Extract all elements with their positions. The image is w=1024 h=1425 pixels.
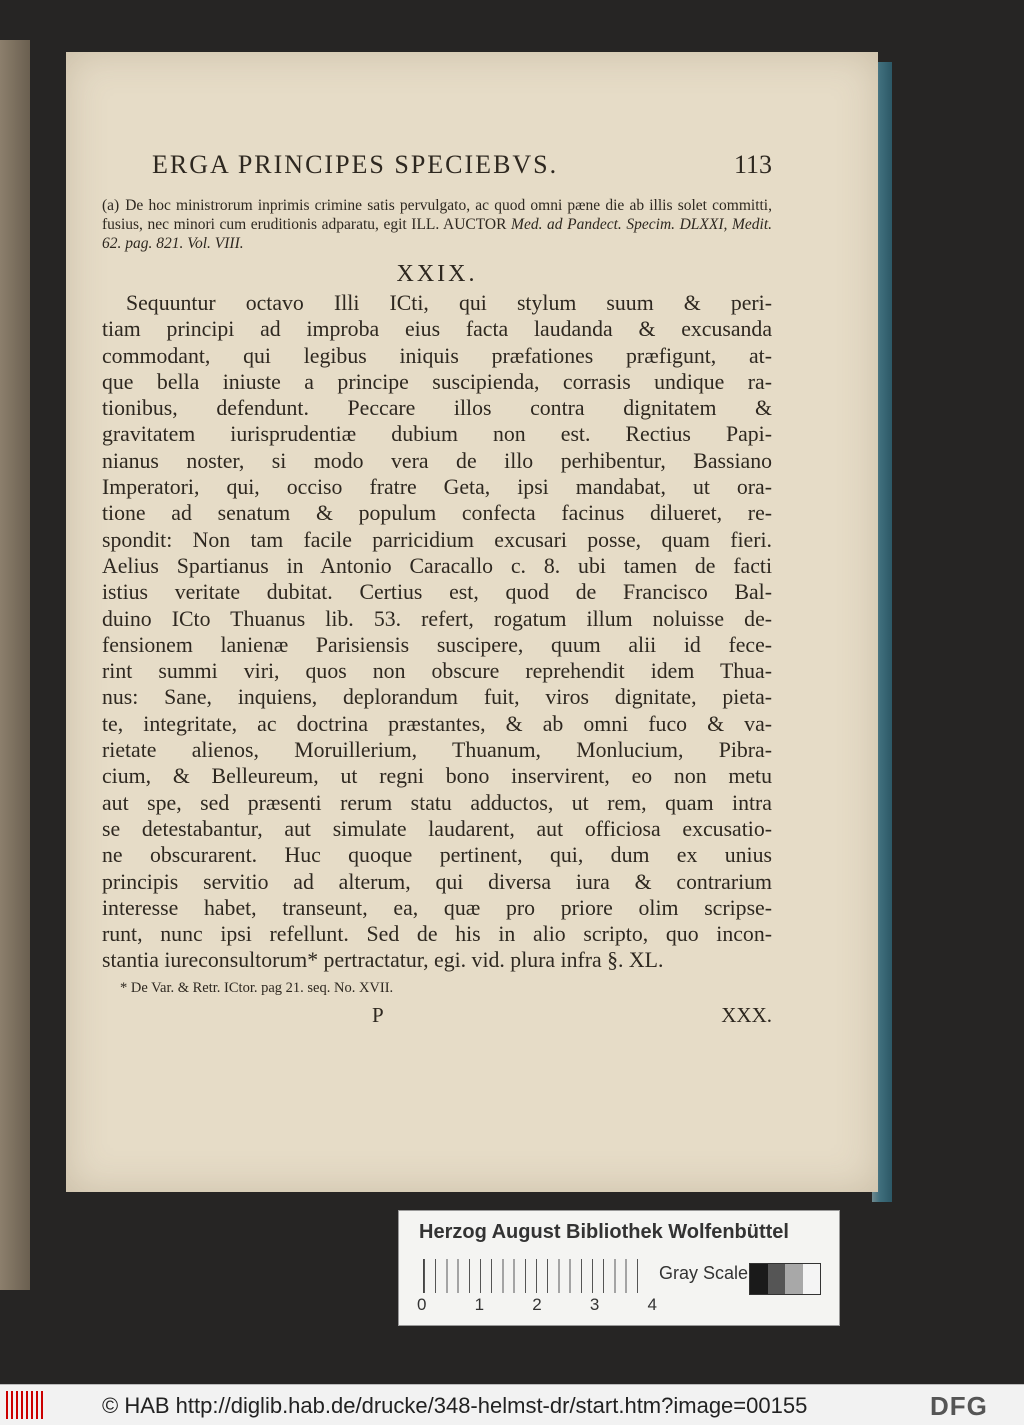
signature-mark: P: [372, 1002, 384, 1027]
library-name: Herzog August Bibliothek Wolfenbüttel: [419, 1221, 789, 1243]
gray-swatch: [768, 1264, 786, 1294]
section-heading: XXIX.: [396, 261, 478, 287]
page-text: [102, 150, 772, 1028]
ruler-label: 4: [647, 1295, 657, 1314]
page-number: 113: [733, 150, 772, 179]
body-line: se detestabantur, aut simulate laudarent, aut officiosa excusatio-: [102, 816, 772, 841]
scale-ruler: [423, 1259, 648, 1293]
body-line: principis servitio ad alterum, qui diversa iura & contrarium: [102, 869, 772, 894]
body-line: te, integritate, ac doctrina præstantes, & ab omni fuco & va-: [102, 711, 772, 736]
body-line: spondit: Non tam facile parricidium excusari posse, quam fieri.: [102, 527, 772, 552]
body-line: rietate alienos, Moruillerium, Thuanum, Monlucium, Pibra-: [102, 738, 772, 763]
body-line: tionibus, defendunt. Peccare illos contra dignitatem &: [102, 396, 772, 421]
page-foot: [102, 1003, 772, 1028]
ruler-label: 3: [589, 1295, 600, 1314]
footnote-star: * De Var. & Retr. ICtor. pag 21. seq. No. XVII.: [120, 979, 394, 996]
body-line: cium, & Belleureum, ut regni bono inservirent, eo non metu: [102, 764, 772, 789]
body-text: [102, 290, 772, 974]
body-line: fensionem lanienæ Parisiensis suscipere, quum alii id fece-: [102, 632, 772, 657]
body-line: runt, nunc ipsi refellunt. Sed de his in alio scripto, quo incon-: [102, 922, 772, 947]
body-line: commodant, qui legibus iniquis præfationes præfigunt, at-: [102, 343, 772, 368]
body-line: stantia iureconsultorum* pertractatur, egi. vid. plura infra §. XL.: [102, 948, 664, 973]
footnote-marker: (a): [102, 197, 120, 214]
body-line: rint summi viri, quos non obscure reprehendit idem Thua-: [102, 659, 772, 684]
body-line: ne obscurarent. Huc quoque pertinent, qui, dum ex unius: [102, 843, 772, 868]
running-title: ERGA PRINCIPES SPECIEBVS.: [152, 150, 559, 179]
body-line: Imperatori, qui, occiso fratre Geta, ipsi mandabat, ut ora-: [102, 475, 772, 500]
body-line: duino ICto Thuanus lib. 53. refert, rogatum illum noluisse de-: [102, 606, 772, 631]
gray-swatch: [803, 1264, 821, 1294]
body-line: Aelius Spartianus in Antonio Caracallo c. 8. ubi tamen de facti: [102, 553, 772, 578]
adjacent-page-edge: [0, 40, 30, 1290]
ruler-label: 0: [417, 1295, 427, 1314]
footnote-citation: Med. ad Pandect. Specim. DLXXI, Medit. 62. pag. 821. Vol. VIII.: [102, 216, 772, 252]
gray-swatch: [785, 1264, 803, 1294]
barcode-icon: [6, 1391, 44, 1419]
copyright-link[interactable]: © HAB http://diglib.hab.de/drucke/348-helmst-dr/start.htm?image=00155: [102, 1393, 808, 1418]
body-line: interesse habet, transeunt, ea, quæ pro priore olim scripse-: [102, 895, 772, 920]
gray-swatch: [750, 1264, 768, 1294]
body-line: istius veritate dubitat. Certius est, quod de Francisco Bal-: [102, 580, 772, 605]
body-line: que bella iniuste a principe suscipienda, corrasis undique ra-: [102, 369, 772, 394]
dfg-logo: DFG: [930, 1391, 988, 1421]
gray-scale-swatches: [749, 1263, 821, 1295]
gray-scale-label: Gray Scale: [659, 1263, 749, 1283]
body-line: nus: Sane, inquiens, deplorandum fuit, viros dignitate, pieta-: [102, 685, 772, 710]
color-calibration-card: [398, 1210, 840, 1326]
body-line: tiam principi ad improba eius facta laudanda & excusanda: [102, 317, 772, 342]
catchword: XXX.: [721, 1002, 772, 1027]
footnote-text: De hoc ministrorum inprimis crimine satis pervulgato, ac quod omni pæne die ab illis solet committi, fusius, nec minori cum eruditionis adparatu, egit ILL. AUCTOR: [102, 197, 772, 233]
body-line: aut spe, sed præsenti rerum statu adductos, ut rem, quam intra: [102, 790, 772, 815]
body-line: tione ad senatum & populum confecta facinus dilueret, re-: [102, 501, 772, 526]
footnote-a: [102, 196, 772, 253]
viewer-footer: [0, 1384, 1024, 1425]
body-line: Sequuntur octavo Illi ICti, qui stylum suum & peri-: [126, 291, 772, 315]
body-line: nianus noster, si modo vera de illo perhibentur, Bassiano: [102, 448, 772, 473]
body-line: gravitatem iurisprudentiæ dubium non est. Rectius Papi-: [102, 422, 772, 447]
ruler-labels: [417, 1295, 657, 1315]
ruler-label: 2: [532, 1295, 542, 1314]
ruler-label: 1: [474, 1295, 485, 1314]
running-header: [152, 150, 772, 180]
